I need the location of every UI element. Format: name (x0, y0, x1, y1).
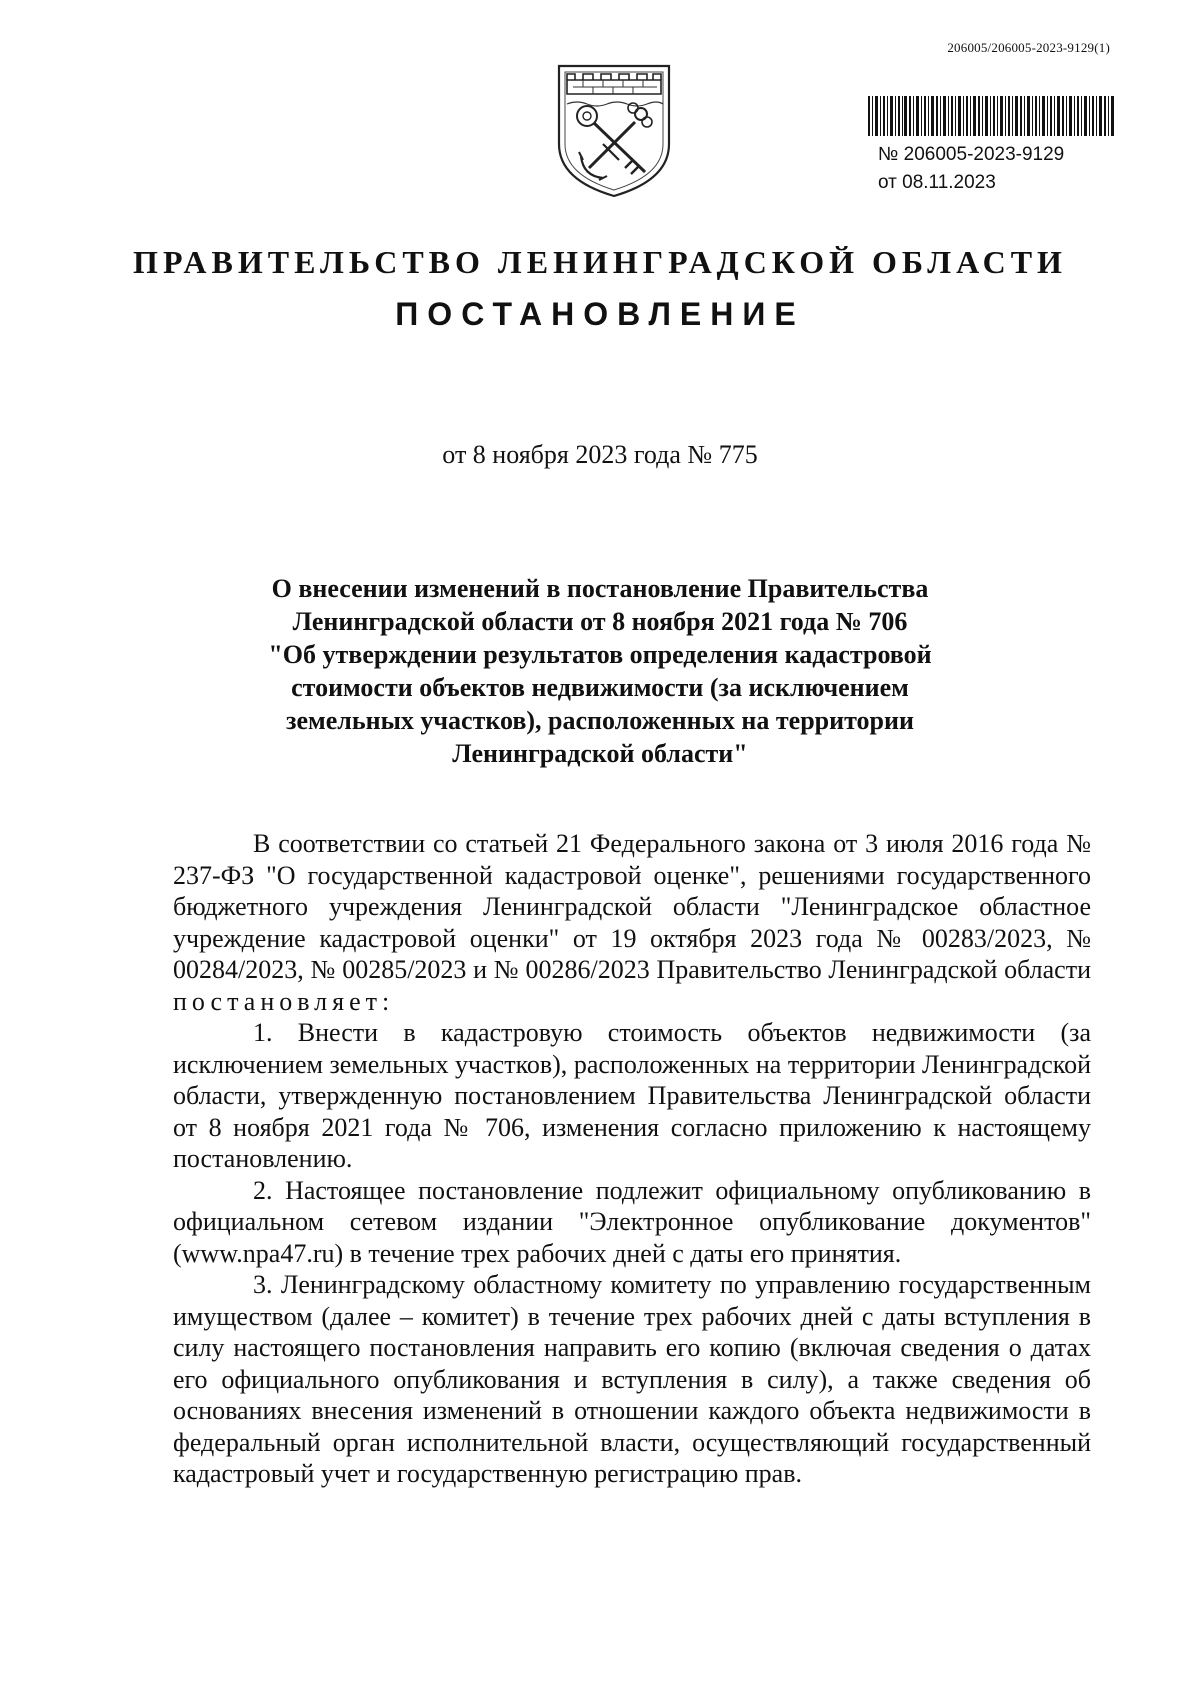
resolves-word: постановляет: (173, 986, 395, 1016)
document-type: ПОСТАНОВЛЕНИЕ (395, 296, 805, 332)
item-paragraph-2: 2. Настоящее постановление подлежит официальному опубликованию в официальном сетевом издании "Электронное опубликование документов" (www.npa47.ru) в течение трех рабочих дней с даты его принятия. (173, 1175, 1091, 1268)
document-subject (220, 572, 980, 770)
subject-line: Ленинградской области от 8 ноября 2021 года № 706 (292, 607, 908, 636)
registration-number: № 206005-2023-9129 (878, 144, 1065, 165)
item-paragraph-3: 3. Ленинградскому областному комитету по управлению государственным имуществом (далее – комитет) в течение трех рабочих дней с даты вступления в силу настоящего постановления направить его копию (включая сведения о датах его официального опубликования и вступления в силу), а также сведения об основаниях внесения изменений в отношении каждого объекта недвижимости в федеральный орган исполнительной власти, осуществляющий государственный кадастровый учет и государственную регистрацию прав. (173, 1270, 1091, 1488)
preamble-paragraph (173, 828, 1091, 1017)
document-date-number: от 8 ноября 2023 года № 775 (442, 440, 758, 469)
registration-date: от 08.11.2023 (878, 172, 996, 193)
barcode-icon (868, 96, 1116, 136)
subject-line: О внесении изменений в постановление Правительства (271, 574, 929, 603)
subject-line: земельных участков), расположенных на территории (286, 706, 914, 735)
item-paragraph-1: 1. Внести в кадастровую стоимость объектов недвижимости (за исключением земельных участков), расположенных на территории Ленинградской области, утвержденную постановлением Правительства Ленинградской области от 8 ноября 2021 года № 706, изменения согласно приложению к настоящему постановлению. (173, 1018, 1091, 1173)
subject-line: стоимости объектов недвижимости (за исключением (291, 673, 909, 702)
subject-line: "Об утверждении результатов определения кадастровой (268, 640, 932, 669)
coat-of-arms-icon (553, 60, 675, 200)
government-title: ПРАВИТЕЛЬСТВО ЛЕНИНГРАДСКОЙ ОБЛАСТИ (133, 244, 1067, 280)
document-reference: 206005/206005-2023-9129(1) (947, 40, 1110, 55)
preamble-text: В соответствии со статьей 21 Федерального закона от 3 июля 2016 года № 237-ФЗ "О государственной кадастровой оценке", решениями государственного бюджетного учреждения Ленинградской области "Ленинградское областное учреждение кадастровой оценки" от 19 октября 2023 года № 00283/2023, № 00284/2023, № 00285/2023 и № 00286/2023 Правительство Ленинградской области (173, 829, 1091, 984)
document-body (173, 828, 1091, 1490)
subject-line: Ленинградской области" (452, 739, 748, 768)
